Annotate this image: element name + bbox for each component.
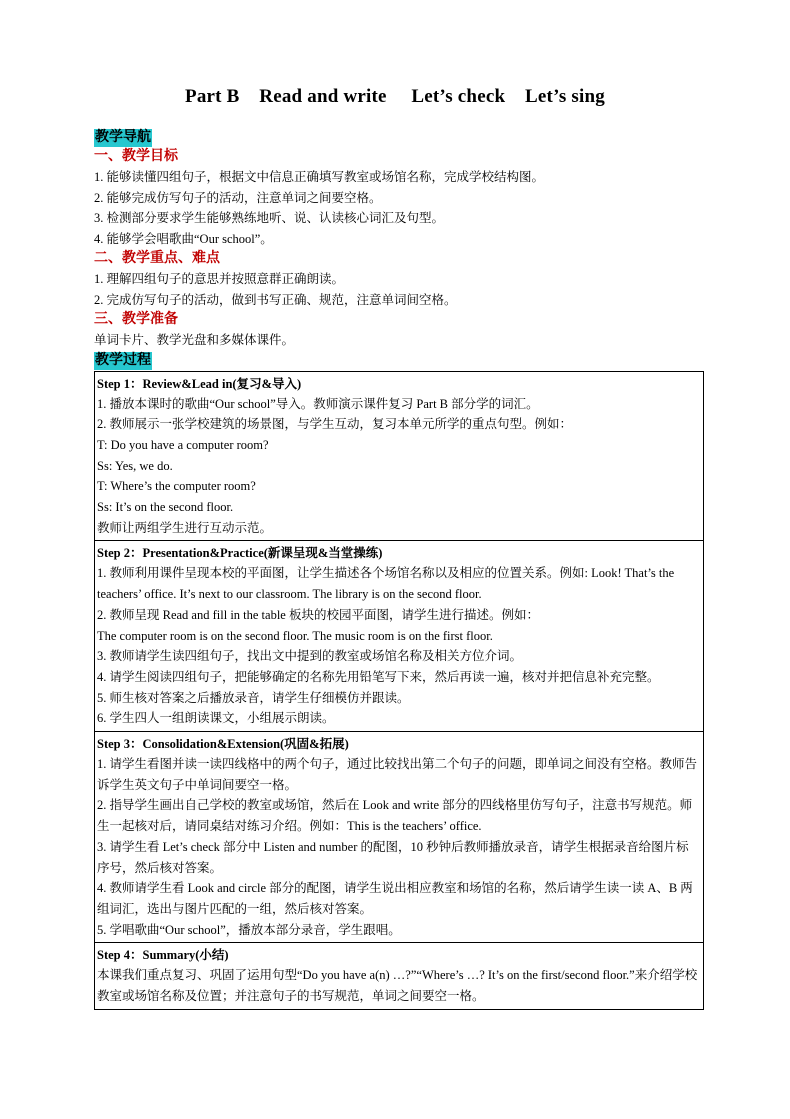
page-title: Part B Read and write Let’s check Let’s sing — [185, 86, 605, 107]
step-cell — [95, 943, 704, 1009]
step-line: 2. 教师呈现 Read and fill in the table 板块的校园平面图，请学生进行描述。例如： — [97, 607, 539, 622]
step-line: 2. 教师展示一张学校建筑的场景图，与学生互动，复习本单元所学的重点句型。例如： — [97, 417, 573, 432]
goal-item: 1. 能够读懂四组句子，根据文中信息正确填写教室或场馆名称，完成学校结构图。 — [94, 170, 545, 184]
process-table — [94, 371, 704, 1010]
step-title: Step 2：Presentation&Practice(新课呈现&当堂操练) — [97, 546, 383, 561]
step-line: 5. 学唱歌曲“Our school”，播放本部分录音，学生跟唱。 — [97, 922, 401, 937]
step-line: 5. 师生核对答案之后播放录音，请学生仔细模仿并跟读。 — [97, 690, 410, 705]
step-title: Step 4：Summary(小结) — [97, 948, 229, 963]
step-line: 本课我们重点复习、巩固了运用句型“Do you have a(n) …?”“Where’s …? It’s on the first/second floor.”来介绍学校教室或场馆名称及位置；并注意句子的书写规范，单词之间要空一格。 — [97, 968, 698, 1004]
step-line: 2. 指导学生画出自己学校的教室或场馆，然后在 Look and write 部分的四线格里仿写句子，注意书写规范。师生一起核对后，请同桌结对练习介绍。例如：This is the teachers’ office. — [97, 798, 693, 834]
step-line: 1. 请学生看图并读一读四线格中的两个句子，通过比较找出第二个句子的问题，即单词之间没有空格。教师告诉学生英文句子中单词间要空一格。 — [97, 757, 698, 792]
step-line: 3. 请学生看 Let’s check 部分中 Listen and number 的配图，10 秒钟后教师播放录音，请学生根据录音给图片标序号，然后核对答案。 — [97, 839, 689, 875]
step-title: Step 1：Review&Lead in(复习&导入) — [97, 376, 302, 391]
guide-label: 教学导航 — [95, 130, 151, 145]
step-line: Ss: It’s on the second floor. — [97, 500, 234, 515]
step-line: T: Do you have a computer room? — [97, 437, 269, 452]
step-line: 3. 教师请学生读四组句子，找出文中提到的教室或场馆名称及相关方位介词。 — [97, 649, 523, 664]
step-line: 1. 教师利用课件呈现本校的平面图，让学生描述各个场馆名称以及相应的位置关系。例如: Look! That’s the teachers’ office. It’s next to our classroom. The library is on the second floor. — [97, 566, 675, 602]
step-cell — [95, 732, 704, 943]
step-line: 4. 请学生阅读四组句子，把能够确定的名称先用铅笔写下来，然后再读一遍，核对并把信息补充完整。 — [97, 669, 660, 684]
step-line: 4. 教师请学生看 Look and circle 部分的配图，请学生说出相应教室和场馆的名称，然后请学生读一读 A、B 两组词汇，选出与图片匹配的一组，然后核对答案。 — [97, 881, 693, 916]
key-point-item: 1. 理解四组句子的意思并按照意群正确朗读。 — [94, 272, 345, 286]
step-line: T: Where’s the computer room? — [97, 479, 256, 494]
goal-item: 2. 能够完成仿写句子的活动，注意单词之间要空格。 — [94, 190, 382, 205]
step-row — [95, 732, 704, 943]
key-point-item: 2. 完成仿写句子的活动，做到书写正确、规范，注意单词间空格。 — [94, 292, 457, 307]
step-line: 6. 学生四人一组朗读课文，小组展示朗读。 — [97, 711, 335, 726]
step-cell — [95, 371, 704, 541]
step-line: The computer room is on the second floor. The music room is on the first floor. — [97, 628, 493, 643]
lesson-plan — [94, 128, 706, 1010]
goals-heading: 一、教学目标 — [94, 149, 178, 164]
step-line: 教师让两组学生进行互动示范。 — [97, 520, 273, 535]
goal-item: 3. 检测部分要求学生能够熟练地听、说、认读核心词汇及句型。 — [94, 211, 445, 225]
process-label: 教学过程 — [95, 352, 151, 368]
step-row — [95, 943, 704, 1009]
step-line: 1. 播放本课时的歌曲“Our school”导入。教师演示课件复习 Part B 部分学的词汇。 — [97, 396, 539, 411]
step-row — [95, 541, 704, 732]
preparation-heading: 三、教学准备 — [94, 312, 178, 327]
key-points-heading: 二、教学重点、难点 — [94, 251, 220, 266]
step-row — [95, 371, 704, 541]
preparation-item: 单词卡片、教学光盘和多媒体课件。 — [94, 333, 295, 347]
step-cell — [95, 541, 704, 732]
step-line: Ss: Yes, we do. — [97, 458, 173, 473]
goal-item: 4. 能够学会唱歌曲“Our school”。 — [94, 231, 273, 246]
step-title: Step 3：Consolidation&Extension(巩固&拓展) — [97, 737, 349, 752]
